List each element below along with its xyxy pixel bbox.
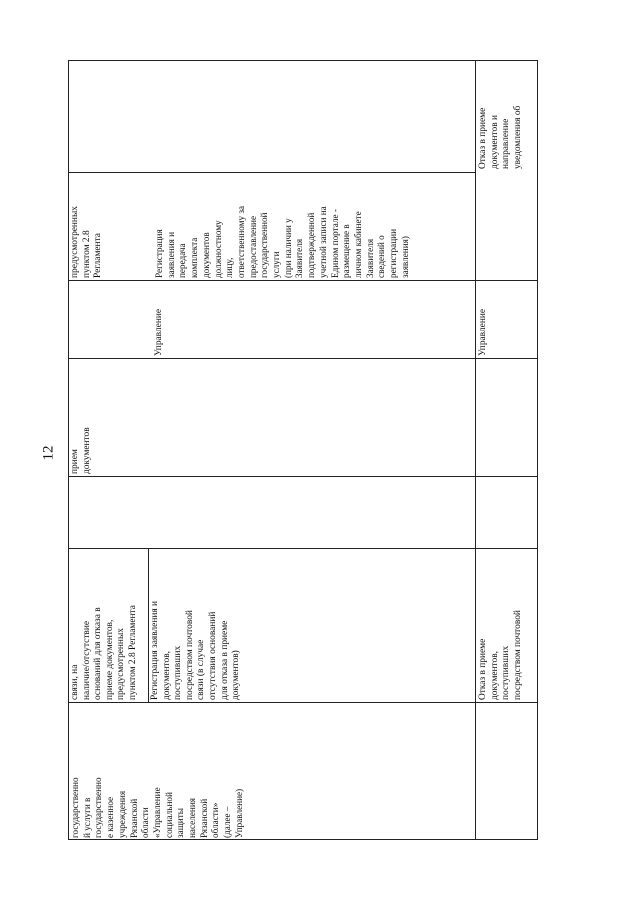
cell-refusal-responsible-body: Управление <box>478 308 488 356</box>
cell-responsible-body: Управление <box>154 308 164 356</box>
cell-registration-result: Регистрация заявления и передача комплекта документов должностному лицу, ответственному за предоставление государственной услуги (при наличии у Заявителя подтвержденной учетной записи на Едином портале - размещение в личном кабинете Заявителя сведений о регистрации заявления) <box>154 205 410 278</box>
table-border-right <box>537 60 538 840</box>
cell-regulation-reference: предусмотренных пунктом 2.8 Регламента <box>70 206 104 278</box>
cell-check-grounds: связи, на наличие/отсутствие оснований для отказа в приеме документов, предусмотренных пунктом 2.8 Регламента <box>70 605 138 700</box>
table-border-left <box>68 60 69 840</box>
table-border-top <box>68 60 538 61</box>
row-divider <box>475 60 476 840</box>
regulation-table <box>68 60 538 840</box>
cell-recipient-organization: государственно й услуги в государственно е казенное учреждения Рязанской области «Управление социальной защиты населения Рязанской области» (далее – Управление) <box>70 777 244 838</box>
cell-refusal-result: Отказ в приеме документов и направление уведомления об <box>478 105 523 169</box>
column-divider-3-4 <box>68 476 538 477</box>
cell-registration-mail: Регистрация заявления и документов, поступивших посредством почтовой связи (в случае отсутствия оснований для отказа в приеме документов) <box>150 600 242 700</box>
cell-refusal-mail: Отказ в приеме документов, поступивших посредством почтовой <box>478 610 523 700</box>
table-border-bottom <box>68 839 538 840</box>
cell-document-acceptance: прием документов <box>70 427 92 474</box>
column-divider-5-6 <box>68 280 538 281</box>
cell-split-line <box>148 548 149 702</box>
page-number: 12 <box>40 445 56 461</box>
column-divider-4-5 <box>68 358 538 359</box>
